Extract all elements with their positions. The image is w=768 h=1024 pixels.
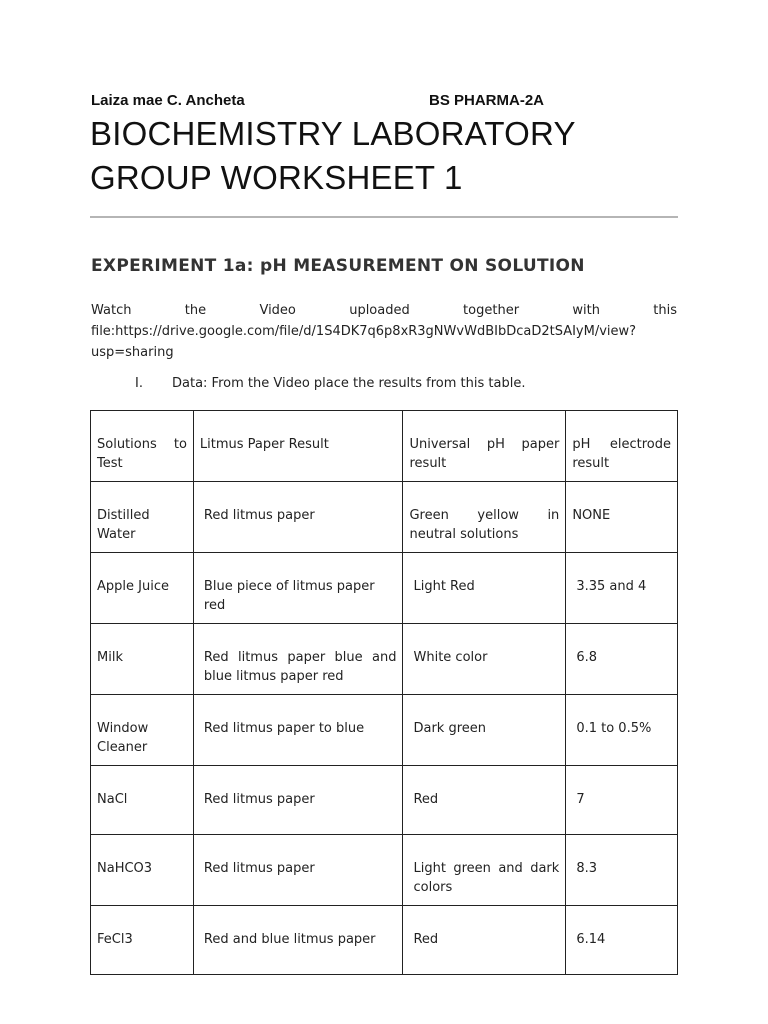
table-cell: NONE bbox=[566, 482, 678, 553]
instruction-link: file:https://drive.google.com/file/d/1S4DK7q6p8xR3gNWvWdBIbDcaD2tSAIyM/view? bbox=[91, 324, 637, 339]
document-title bbox=[90, 112, 690, 200]
table-cell: Apple Juice bbox=[91, 553, 194, 624]
header-cell: Solutions to Test bbox=[91, 411, 194, 482]
table-cell: Milk bbox=[91, 624, 194, 695]
table-cell: FeCl3 bbox=[91, 906, 194, 975]
course-label: BS PHARMA-2A bbox=[429, 92, 545, 109]
data-item-heading bbox=[135, 376, 525, 391]
instruction-link-end: usp=sharing bbox=[91, 345, 174, 360]
table-cell: Red litmus paper bbox=[193, 835, 403, 906]
table-cell: NaCl bbox=[91, 766, 194, 835]
table-row bbox=[91, 553, 678, 624]
table-row bbox=[91, 482, 678, 553]
data-item-text: Data: From the Video place the results from this table. bbox=[172, 376, 526, 391]
table-cell: Dark green bbox=[403, 695, 566, 766]
header-cell: pH electrode result bbox=[566, 411, 678, 482]
table-cell: NaHCO3 bbox=[91, 835, 194, 906]
table-cell: Red litmus paper to blue bbox=[193, 695, 403, 766]
table-cell: 6.8 bbox=[566, 624, 678, 695]
horizontal-rule bbox=[90, 216, 678, 218]
table-row bbox=[91, 906, 678, 975]
table-cell: Green yellow in neutral solutions bbox=[403, 482, 566, 553]
instructions-paragraph bbox=[91, 300, 677, 363]
data-item-number: I. bbox=[135, 376, 143, 391]
table-header-row bbox=[91, 411, 678, 482]
table-row bbox=[91, 766, 678, 835]
table-cell: Distilled Water bbox=[91, 482, 194, 553]
header-cell: Universal pH paper result bbox=[403, 411, 566, 482]
table-cell: Red litmus paper blue and blue litmus paper red bbox=[193, 624, 403, 695]
table-row bbox=[91, 695, 678, 766]
table-cell: Red litmus paper bbox=[193, 766, 403, 835]
instruction-line-1: Watch the Video uploaded together with this bbox=[91, 303, 677, 318]
experiment-title: EXPERIMENT 1a: pH MEASUREMENT ON SOLUTION bbox=[91, 256, 585, 276]
results-table bbox=[90, 410, 678, 975]
table-cell: 7 bbox=[566, 766, 678, 835]
student-name: Laiza mae C. Ancheta bbox=[91, 92, 245, 109]
table-cell: Red bbox=[403, 766, 566, 835]
table-cell: Red and blue litmus paper bbox=[193, 906, 403, 975]
title-line-1: BIOCHEMISTRY LABORATORY bbox=[90, 115, 576, 152]
table-cell: Light Red bbox=[403, 553, 566, 624]
table-cell: 0.1 to 0.5% bbox=[566, 695, 678, 766]
table-cell: Red litmus paper bbox=[193, 482, 403, 553]
table-cell: 3.35 and 4 bbox=[566, 553, 678, 624]
table-cell: Light green and dark colors bbox=[403, 835, 566, 906]
table-cell: Window Cleaner bbox=[91, 695, 194, 766]
title-line-2: GROUP WORKSHEET 1 bbox=[90, 159, 463, 196]
table-cell: 6.14 bbox=[566, 906, 678, 975]
table-cell: Red bbox=[403, 906, 566, 975]
table-cell: Blue piece of litmus paper red bbox=[193, 553, 403, 624]
table-row bbox=[91, 624, 678, 695]
table-cell: 8.3 bbox=[566, 835, 678, 906]
header-cell: Litmus Paper Result bbox=[193, 411, 403, 482]
table-cell: White color bbox=[403, 624, 566, 695]
table-row bbox=[91, 835, 678, 906]
